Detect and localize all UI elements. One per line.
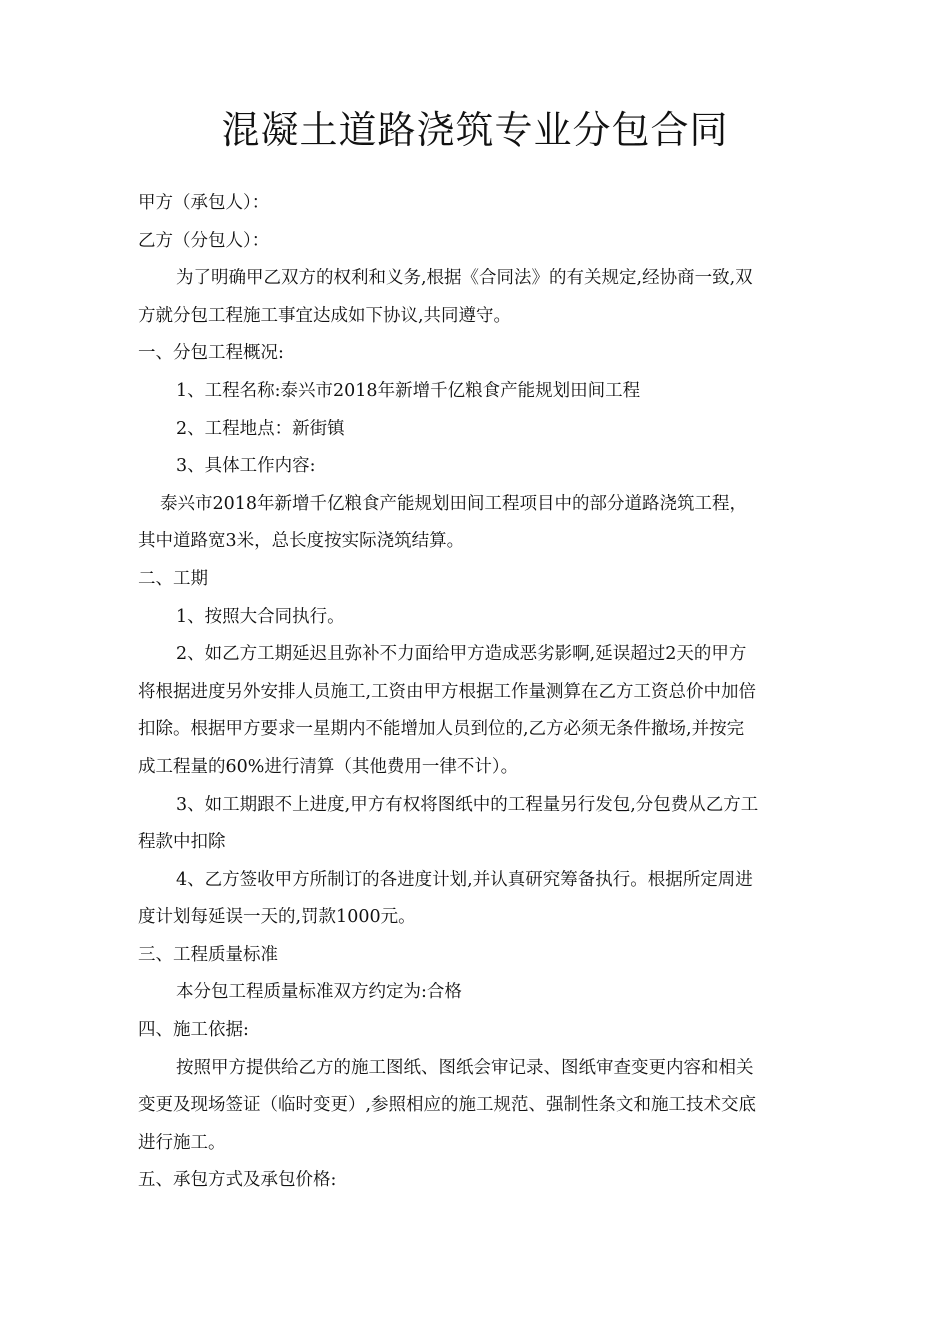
clause-line: 将根据进度另外安排人员施工,工资由甲方根据工作量测算在乙方工资总价中加倍 (138, 681, 757, 702)
clause-line: 度计划每延误一天的,罚款1000元。 (138, 907, 416, 928)
section-heading: 一、分包工程概况: (138, 343, 284, 364)
clause-line: 3、如工期跟不上进度,甲方有权将图纸中的工程量另行发包,分包费从乙方工 (176, 794, 759, 815)
document-title: 混凝土道路浇筑专业分包合同 (221, 108, 729, 152)
party-b-line: 乙方（分包人）： (138, 230, 270, 251)
clause-line: 成工程量的60%进行清算（其他费用一律不计）。 (138, 756, 519, 777)
clause-line: 程款中扣除 (138, 832, 226, 853)
party-a-line: 甲方（承包人）： (138, 193, 270, 213)
clause-line: 3、具体工作内容: (176, 456, 316, 477)
document-body (138, 185, 818, 1200)
section-heading: 四、施工依据: (138, 1020, 249, 1041)
clause-line: 扣除。根据甲方要求一星期内不能增加人员到位的,乙方必须无条件撤场,并按完 (138, 719, 745, 740)
clause-line: 本分包工程质量标准双方约定为:合格 (176, 982, 462, 1003)
preamble-line: 方就分包工程施工事宜达成如下协议,共同遵守。 (138, 305, 512, 326)
clause-line: 进行施工。 (138, 1132, 226, 1153)
clause-line: 2、如乙方工期延迟且弥补不力面给甲方造成恶劣影啊,延误超过2天的甲方 (176, 644, 747, 665)
clause-line: 其中道路宽3米，总长度按实际浇筑结算。 (138, 531, 465, 552)
clause-line: 2、工程地点：新街镇 (176, 418, 345, 439)
clause-line: 1、工程名称:泰兴市2018年新增千亿粮食产能规划田间工程 (176, 380, 641, 401)
clause-line: 变更及现场签证（临时变更）,参照相应的施工规范、强制性条文和施工技术交底 (138, 1095, 757, 1116)
clause-line: 4、乙方签收甲方所制订的各进度计划,并认真研究筹备执行。根据所定周进 (176, 869, 753, 890)
section-heading: 二、工期 (138, 568, 208, 589)
section-heading: 三、工程质量标准 (138, 944, 278, 965)
clause-line: 泰兴市2018年新增千亿粮食产能规划田间工程项目中的部分道路浇筑工程， (160, 493, 748, 514)
clause-line: 1、按照大合同执行。 (176, 606, 345, 627)
preamble-line: 为了明确甲乙双方的权利和义务,根据《合同法》的有关规定,经协商一致,双 (176, 268, 753, 289)
clause-line: 按照甲方提供给乙方的施工图纸、图纸会审记录、图纸审查变更内容和相关 (176, 1057, 754, 1078)
section-heading: 五、承包方式及承包价格: (138, 1170, 337, 1191)
